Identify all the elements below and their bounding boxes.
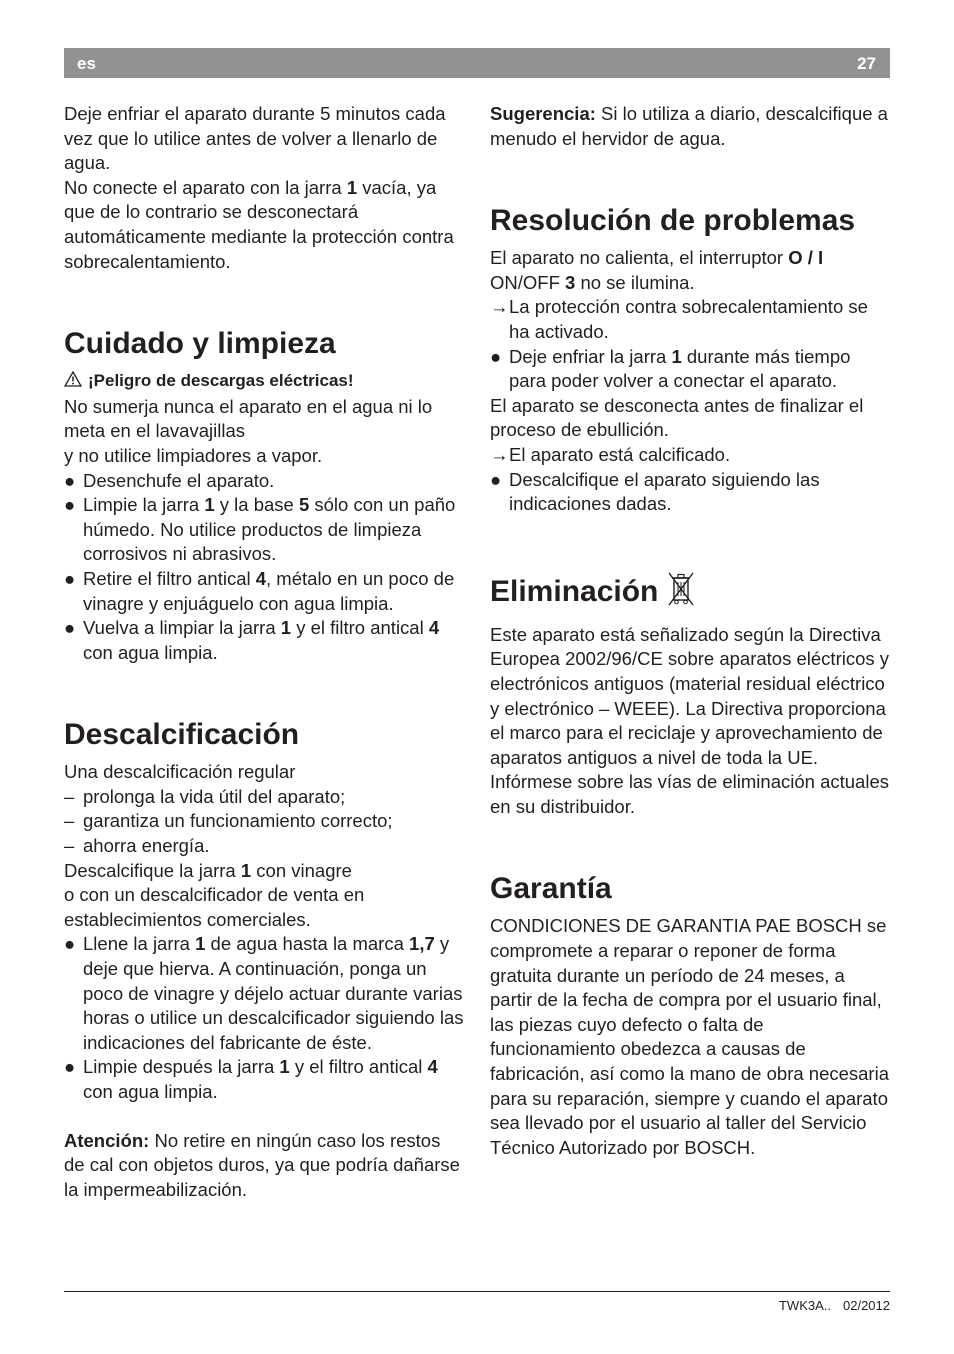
section-title-cuidado: Cuidado y limpieza xyxy=(64,327,336,361)
list-item: → La protección contra sobrecalentamiento se ha activado. xyxy=(490,296,868,342)
right-column xyxy=(490,102,890,1160)
list-item: ● Retire el filtro antical 4, métalo en un poco de vinagre y enjuáguelo con agua limpia. xyxy=(64,567,455,614)
warning-triangle-icon xyxy=(64,370,82,395)
list-item: ● Desenchufe el aparato. xyxy=(64,469,275,491)
list-item: – prolonga la vida útil del aparato; xyxy=(64,785,346,807)
list-item: – ahorra energía. xyxy=(64,835,210,857)
suggestion-note: Sugerencia: Si lo utiliza a diario, descalcifique a menudo el hervidor de agua. xyxy=(490,103,888,149)
footer-model: TWK3A.. xyxy=(778,1298,831,1313)
descal-intro: Una descalcificación regular xyxy=(64,761,296,783)
list-item: ● Llene la jarra 1 de agua hasta la marca 1,7 y deje que hierva. A continuación, ponga un poco de vinagre y déjelo actuar durante varias horas o utilice un descalcificador siguiendo las indicaciones del fabricante de éste. xyxy=(64,933,464,1053)
language-code: es xyxy=(77,54,96,73)
section-title-garantia: Garantía xyxy=(490,872,612,906)
page-header-bar xyxy=(64,48,890,78)
list-item: ● Descalcifique el aparato siguiendo las indicaciones dadas. xyxy=(490,468,820,515)
descal-paragraph-2: o con un descalcificador de venta en establecimientos comerciales. xyxy=(64,884,365,930)
intro-paragraph-2: No conecte el aparato con la jarra 1 vacía, ya que de lo contrario se desconectará automáticamente mediante la protección contra sobrecalentamiento. xyxy=(64,176,454,272)
footer xyxy=(779,1298,890,1313)
resol-paragraph-1: El aparato no calienta, el interruptor O / I ON/OFF 3 no se ilumina. xyxy=(490,247,824,293)
left-column xyxy=(64,102,464,1202)
list-item: ● Limpie la jarra 1 y la base 5 sólo con un paño húmedo. No utilice productos de limpieza corrosivos ni abrasivos. xyxy=(64,494,456,565)
intro-paragraph-1: Deje enfriar el aparato durante 5 minutos cada vez que lo utilice antes de volver a llenarlo de agua. xyxy=(64,103,446,174)
page-number: 27 xyxy=(857,54,876,73)
section-title-resolucion: Resolución de problemas xyxy=(490,204,856,238)
footer-divider xyxy=(64,1291,890,1292)
list-item: – garantiza un funcionamiento correcto; xyxy=(64,810,393,832)
section-title-descalcificacion: Descalcificación xyxy=(64,718,300,752)
warning-text-2: y no utilice limpiadores a vapor. xyxy=(64,444,323,466)
list-item: ● Vuelva a limpiar la jarra 1 y el filtro antical 4 con agua limpia. xyxy=(64,617,440,663)
list-item: → El aparato está calcificado. xyxy=(490,443,731,465)
warning-text-1: No sumerja nunca el aparato en el agua ni lo meta en el lavavajillas xyxy=(64,395,433,442)
elim-paragraph: Este aparato está señalizado según la Directiva Europea 2002/96/CE sobre aparatos eléctricos y electrónicos antiguos (material residual eléctrico y electrónico – WEEE). La Directiva proporciona el marco para el reciclaje y aprovechamiento de aparatos antiguos a nivel de toda la UE. Infórmese sobre las vías de eliminación actuales en su distribuidor. xyxy=(490,623,890,817)
warning-line: ¡Peligro de descargas eléctricas! xyxy=(64,369,464,395)
section-title-eliminacion: Eliminación xyxy=(490,569,890,616)
attention-note: Atención: No retire en ningún caso los restos de cal con objetos duros, ya que podría dañarse la impermeabilización. xyxy=(64,1129,460,1200)
footer-date: 02/2012 xyxy=(843,1298,890,1313)
garantia-paragraph: CONDICIONES DE GARANTIA PAE BOSCH se compromete a reparar o reponer de forma gratuita durante un período de 24 meses, a partir de la fecha de compra por el usuario final, las piezas cuyo defecto o falta de funcionamiento obedezca a causas de fabricación, así como la mano de obra necesaria para su reparación, siempre y cuando el aparato sea llevado por el usuario al taller del Servicio Técnico Autorizado por BOSCH. xyxy=(490,915,889,1158)
resol-paragraph-2: El aparato se desconecta antes de finalizar el proceso de ebullición. xyxy=(490,394,864,441)
crossed-bin-icon xyxy=(666,569,696,616)
descal-paragraph-1: Descalcifique la jarra 1 con vinagre xyxy=(64,859,352,881)
list-item: ● Deje enfriar la jarra 1 durante más tiempo para poder volver a conectar el aparato. xyxy=(490,345,851,392)
list-item: ● Limpie después la jarra 1 y el filtro antical 4 con agua limpia. xyxy=(64,1056,438,1102)
